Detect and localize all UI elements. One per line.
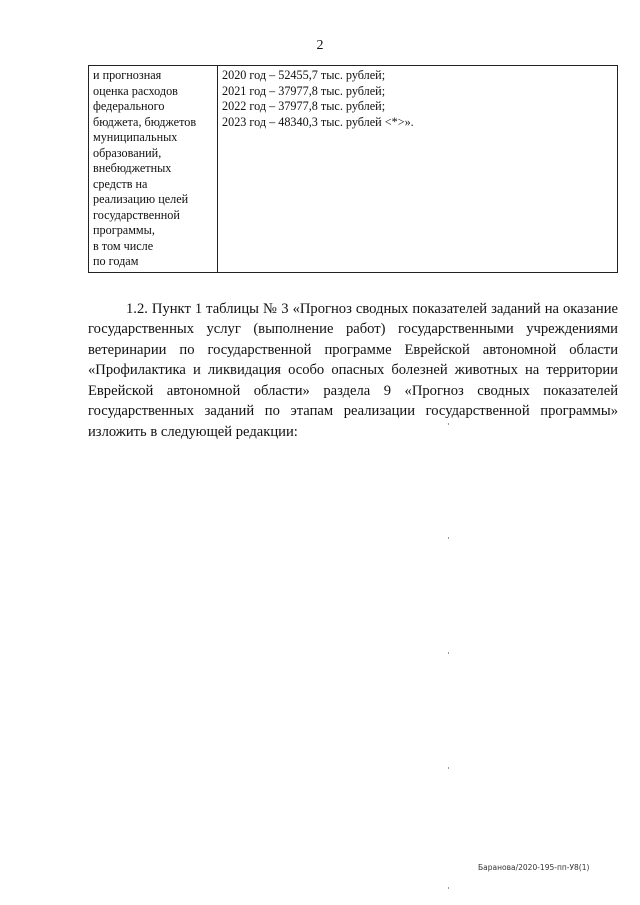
- page-number: 2: [316, 38, 324, 53]
- description-line: средств на: [93, 176, 148, 191]
- amount-line: 2021 год – 37977,8 тыс. рублей;: [222, 83, 386, 98]
- description-line: по годам: [93, 254, 139, 268]
- description-line: образований,: [93, 145, 162, 160]
- body-paragraph: 1.2. Пункт 1 таблицы № 3 «Прогноз сводных показателей заданий на оказание государственных услуг (выполнение работ) государственными учреждениями ветеринарии по государственной программе Еврейской автономной области «Профилактика и ликвидация особо опасных болезней животных на территории Еврейской автономной области» раздела 9 «Прогноз сводных показателей государственных заданий по этапам реализации государственной программы» изложить в следующей редакции:: [88, 300, 618, 440]
- table-row: [89, 66, 618, 273]
- scan-artifact: [448, 887, 449, 889]
- description-line: программы,: [93, 223, 155, 237]
- scan-artifact: [448, 767, 449, 769]
- scan-artifact: [448, 537, 449, 539]
- description-line: внебюджетных: [93, 161, 172, 175]
- table-cell-description: [89, 66, 218, 273]
- amount-line: 2023 год – 48340,3 тыс. рублей <*>».: [222, 114, 414, 129]
- description-line: федерального: [93, 99, 165, 113]
- table-cell-amounts: [218, 66, 618, 273]
- description-line: бюджета, бюджетов: [93, 114, 197, 129]
- description-line: в том числе: [93, 238, 154, 253]
- description-line: муниципальных: [93, 130, 178, 144]
- description-line: государственной: [93, 207, 180, 222]
- amount-line: 2022 год – 37977,8 тыс. рублей;: [222, 99, 386, 113]
- scan-artifact: [448, 423, 449, 425]
- document-code: Баранова/2020-195-пп-У8(1): [478, 863, 590, 872]
- budget-table: [88, 65, 618, 273]
- amount-line: 2020 год – 52455,7 тыс. рублей;: [222, 68, 386, 82]
- description-line: оценка расходов: [93, 83, 178, 98]
- description-line: реализацию целей: [93, 192, 189, 206]
- description-line: и прогнозная: [93, 68, 162, 82]
- scan-artifact: [448, 652, 449, 654]
